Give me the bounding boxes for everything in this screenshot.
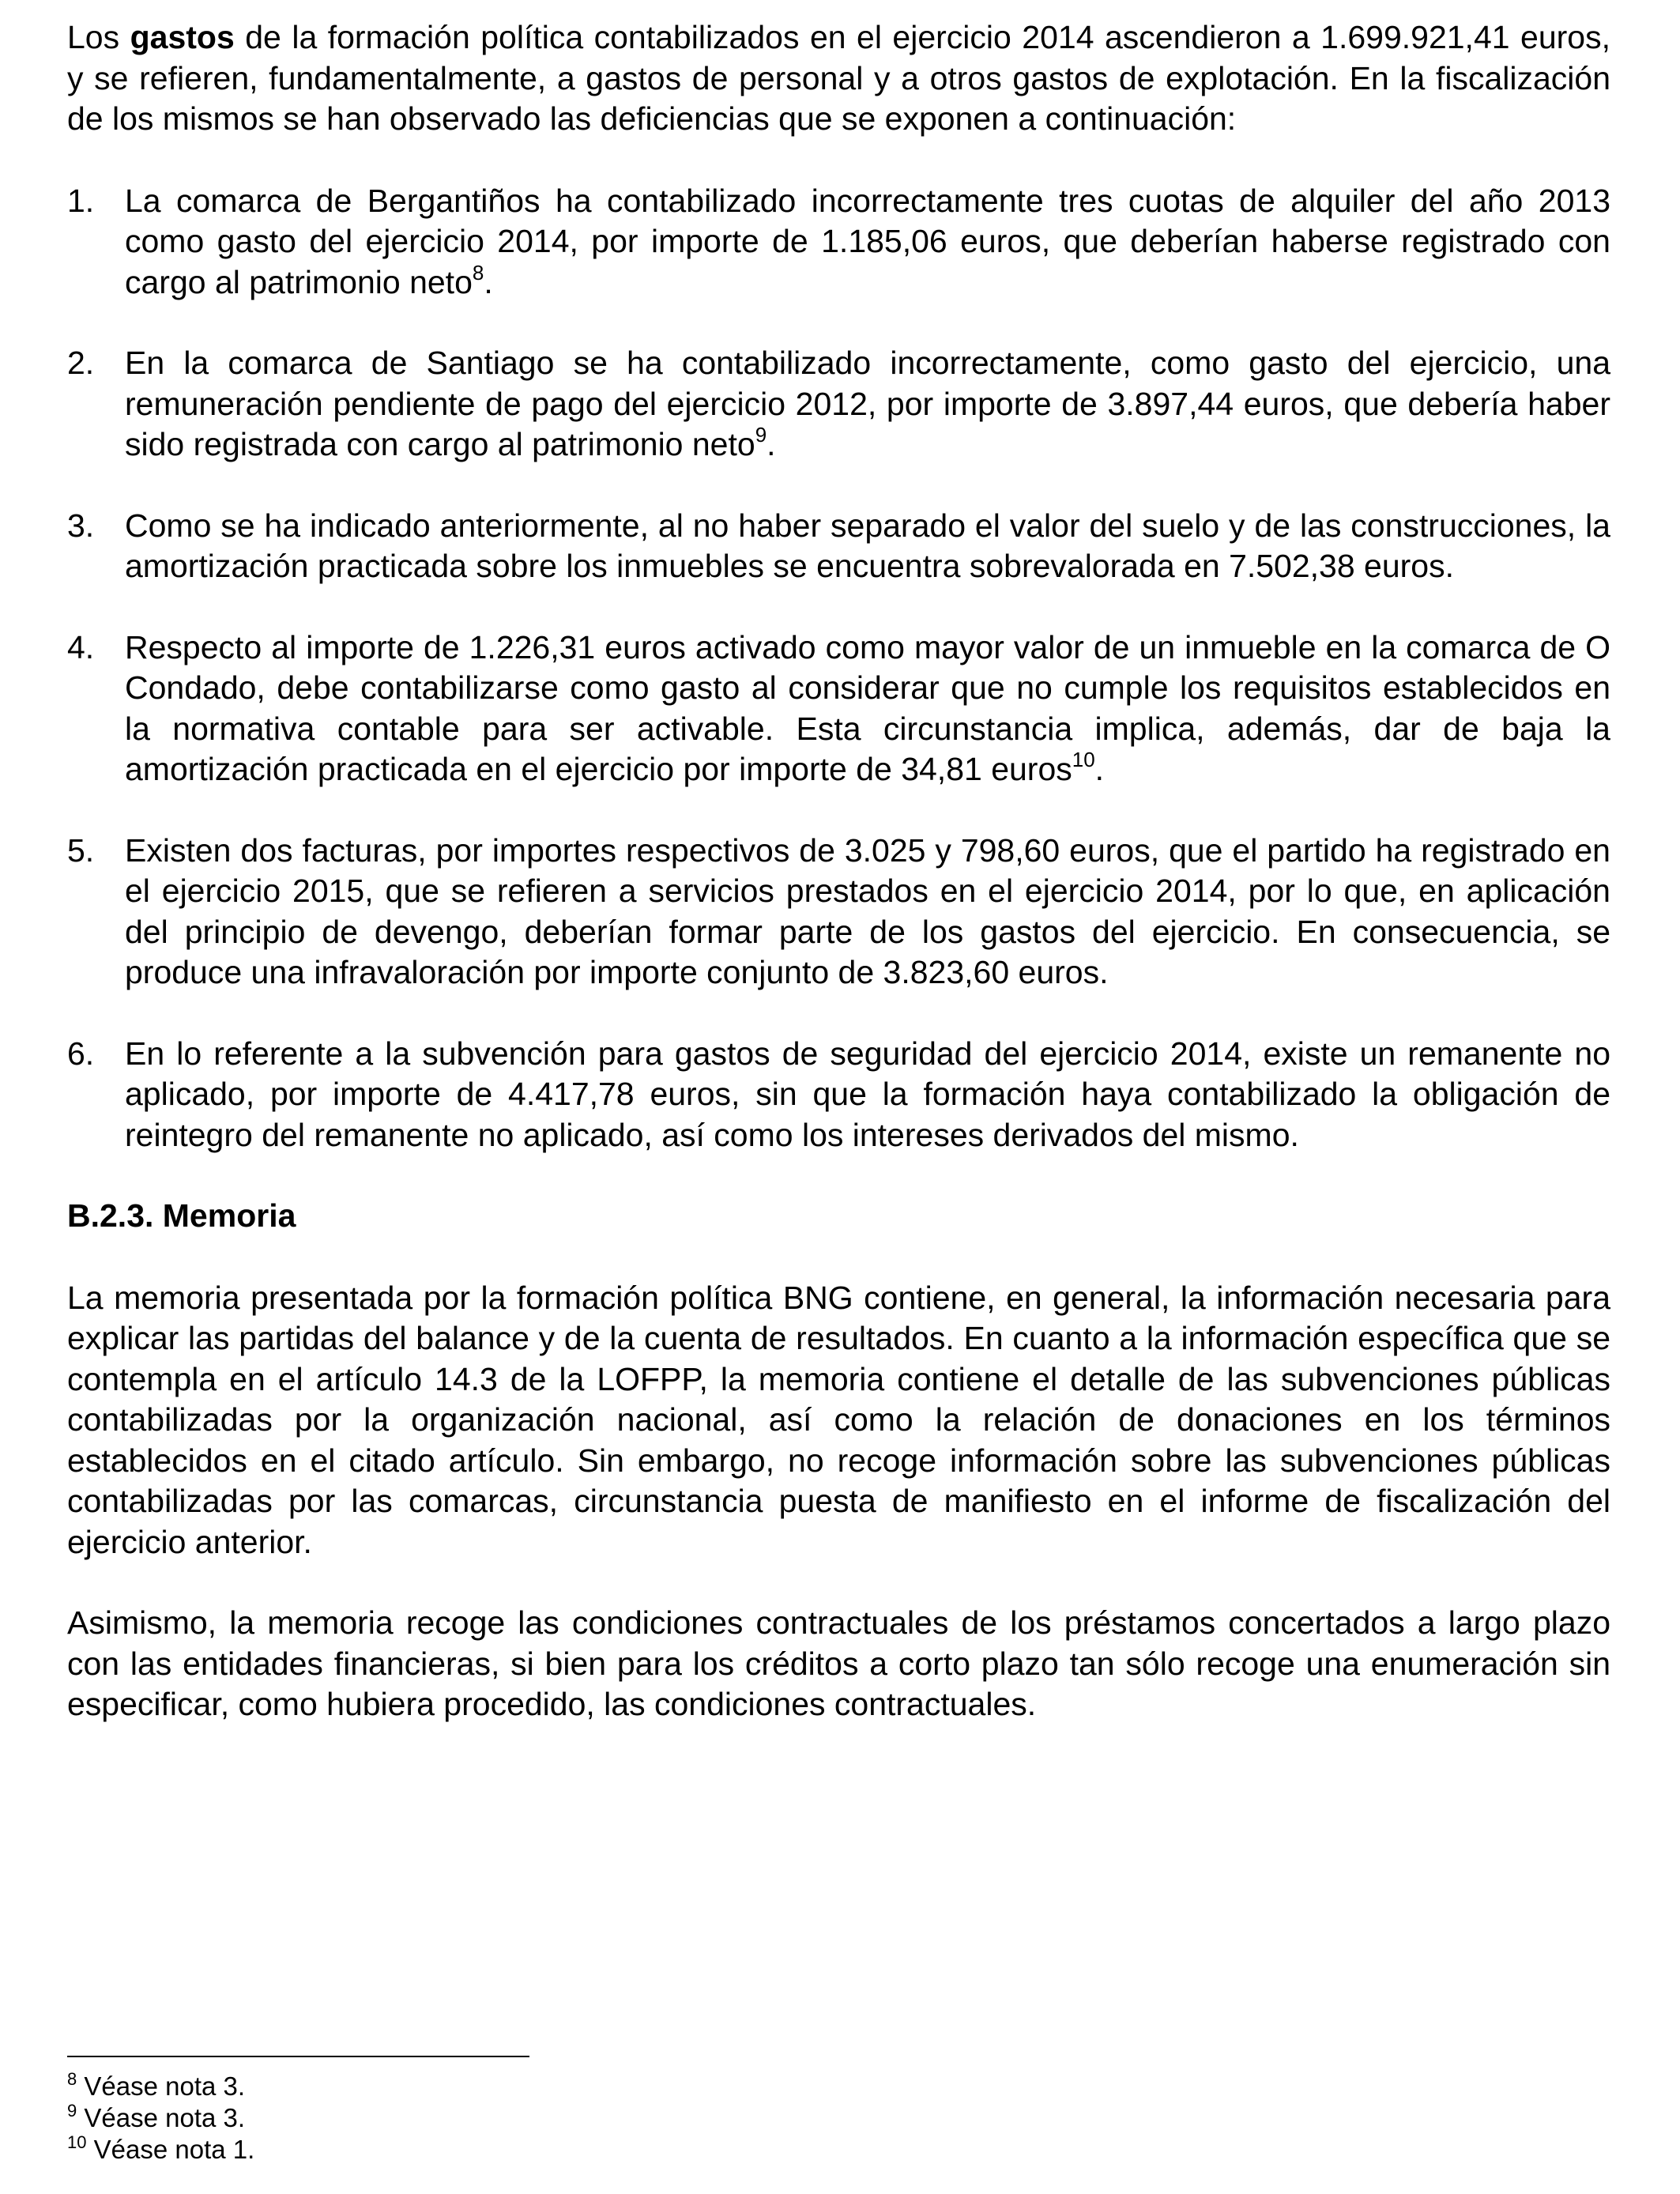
list-item	[67, 343, 1610, 466]
list-item-text: Como se ha indicado anteriormente, al no haber separado el valor del suelo y de las construcciones, la amortización practicada sobre los inmuebles se encuentra sobrevalorada en 7.502,38 euros.	[125, 507, 1610, 584]
list-item-text: En lo referente a la subvención para gastos de seguridad del ejercicio 2014, existe un remanente no aplicado, por importe de 4.417,78 euros, sin que la formación haya contabilizado la obligación de reintegro del remanente no aplicado, así como los intereses derivados del mismo.	[125, 1035, 1610, 1153]
list-item	[67, 181, 1610, 303]
footnote-ref: 8	[472, 260, 484, 285]
section-paragraph: La memoria presentada por la formación política BNG contiene, en general, la información necesaria para explicar las partidas del balance y de la cuenta de resultados. En cuanto a la información específica que se contempla en el artículo 14.3 de la LOFPP, la memoria contiene el detalle de las subvenciones públicas contabilizadas por la organización nacional, así como la relación de donaciones en los términos establecidos en el citado artículo. Sin embargo, no recoge información sobre las subvenciones públicas contabilizadas por las comarcas, circunstancia puesta de manifiesto en el informe de fiscalización del ejercicio anterior.	[67, 1279, 1610, 1560]
list-item-number: 1.	[67, 182, 95, 219]
footnote-ref: 9	[755, 423, 767, 447]
footnote-number: 10	[67, 2132, 87, 2152]
list-item-text: Respecto al importe de 1.226,31 euros activado como mayor valor de un inmueble en la comarca de O Condado, debe contabilizarse como gasto al considerar que no cumple los requisitos establecidos en la normativa contable para ser activable. Esta circunstancia implica, además, dar de baja la amortización practicada en el ejercicio por importe de 34,81 euros	[125, 628, 1610, 787]
list-item-tail: .	[484, 263, 493, 300]
deficiency-list	[67, 181, 1610, 1156]
list-item-text: En la comarca de Santiago se ha contabilizado incorrectamente, como gasto del ejercicio, una remuneración pendiente de pago del ejercicio 2012, por importe de 3.897,44 euros, que debería haber sido registrada con cargo al patrimonio neto	[125, 345, 1610, 462]
list-item-number: 5.	[67, 831, 95, 869]
intro-text-start: Los	[67, 19, 130, 55]
section-paragraph: Asimismo, la memoria recoge las condiciones contractuales de los préstamos concertados a largo plazo con las entidades financieras, si bien para los créditos a corto plazo tan sólo recoge una enumeración sin especificar, como hubiera procedido, las condiciones contractuales.	[67, 1604, 1610, 1722]
list-item-text: La comarca de Bergantiños ha contabilizado incorrectamente tres cuotas de alquiler del año 2013 como gasto del ejercicio 2014, por importe de 1.185,06 euros, que deberían haberse registrado con cargo al patrimonio neto	[125, 182, 1610, 300]
list-item-number: 2.	[67, 345, 95, 381]
list-item	[67, 628, 1610, 790]
list-item	[67, 1034, 1610, 1156]
list-item-tail: .	[767, 426, 776, 462]
list-item-number: 6.	[67, 1035, 95, 1072]
footnote-text: Véase nota 1.	[86, 2135, 255, 2164]
intro-text-end: de la formación política contabilizados en el ejercicio 2014 ascendieron a 1.699.921,41 euros, y se refieren, fundamentalmente, a gastos de personal y a otros gastos de explotación. En la fiscalización de los mismos se han observado las deficiencias que se exponen a continuación:	[67, 19, 1610, 137]
footnote	[67, 2071, 254, 2102]
footnote	[67, 2102, 254, 2134]
list-item-number: 4.	[67, 628, 95, 665]
footnote-number: 9	[67, 2101, 77, 2120]
intro-bold-term: gastos	[130, 19, 235, 55]
list-item	[67, 831, 1610, 993]
footnote-ref: 10	[1072, 748, 1095, 771]
section-heading: B.2.3. Memoria	[67, 1197, 296, 1234]
list-item	[67, 506, 1610, 587]
footnote-text: Véase nota 3.	[77, 2103, 246, 2132]
footnote-divider	[67, 2056, 529, 2057]
intro-paragraph	[67, 17, 1610, 140]
document-page	[67, 17, 1610, 1725]
footnote-number: 8	[67, 2069, 77, 2089]
list-item-text: Existen dos facturas, por importes respectivos de 3.025 y 798,60 euros, que el partido ha registrado en el ejercicio 2015, que se refieren a servicios prestados en el ejercicio 2014, por lo que, en aplicación del principio de devengo, deberían formar parte de los gastos del ejercicio. En consecuencia, se produce una infravaloración por importe conjunto de 3.823,60 euros.	[125, 831, 1610, 990]
footnotes	[67, 2071, 254, 2166]
list-item-number: 3.	[67, 507, 95, 544]
footnote	[67, 2134, 254, 2166]
list-item-tail: .	[1094, 751, 1105, 787]
footnote-text: Véase nota 3.	[77, 2071, 246, 2101]
